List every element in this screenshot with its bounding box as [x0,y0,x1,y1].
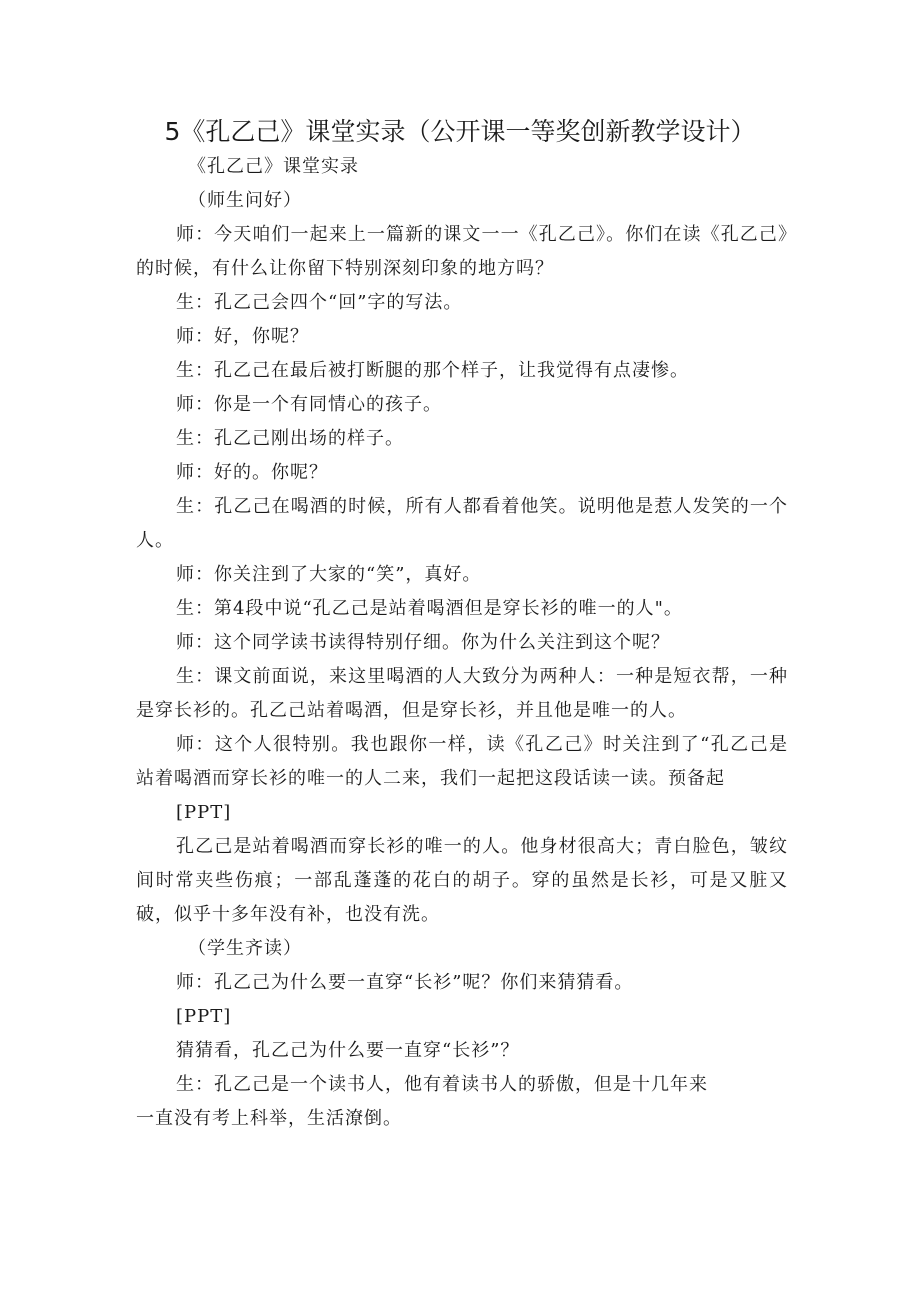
dialogue-paragraph: 师：好的。你呢？ [176,462,328,483]
stage-direction: （师生问好） [188,190,302,211]
dialogue-continuation: 一直没有考上科举，生活潦倒。 [136,1108,402,1129]
ppt-marker: [PPT] [176,1006,232,1027]
stage-direction: （学生齐读） [188,938,302,959]
dialogue-paragraph: 师：你是一个有同情心的孩子。 [176,394,442,415]
ppt-content: 猜猜看，孔乙己为什么要一直穿“长衫”？ [176,1040,520,1061]
dialogue-paragraph: 师：你关注到了大家的“笑”，真好。 [176,564,482,585]
dialogue-paragraph: 生：第4段中说“孔乙己是站着喝酒但是穿长衫的唯一的人"。 [176,598,683,619]
document-title: 5《孔乙己》课堂实录（公开课一等奖创新教学设计） [164,117,756,146]
dialogue-paragraph: 师：好，你呢？ [176,326,309,347]
dialogue-paragraph: 师：这个人很特别。我也跟你一样，读《孔乙己》时关注到了“孔乙己是站着喝酒而穿长衫的唯一的人二来，我们一起把这段话读一读。预备起 [136,734,788,789]
subtitle: 《孔乙己》课堂实录 [188,156,359,177]
dialogue-paragraph: 生：孔乙己刚出场的样子。 [176,428,404,449]
dialogue-paragraph: 生：孔乙己在最后被打断腿的那个样子，让我觉得有点凄惨。 [176,360,689,381]
dialogue-paragraph: 生：课文前面说，来这里喝酒的人大致分为两种人：一种是短衣帮，一种是穿长衫的。孔乙己站着喝酒，但是穿长衫，并且他是唯一的人。 [136,666,788,721]
dialogue-paragraph: 生：孔乙己会四个“回”字的写法。 [176,292,463,313]
dialogue-paragraph: 师：孔乙己为什么要一直穿“长衫”呢？你们来猜猜看。 [176,972,634,993]
dialogue-paragraph: 师：这个同学读书读得特别仔细。你为什么关注到这个呢？ [176,632,670,653]
ppt-marker: [PPT] [176,802,232,823]
document-body [136,150,788,1136]
dialogue-paragraph: 师：今天咱们一起来上一篇新的课文一一《孔乙己》。你们在读《孔乙己》的时候，有什么让你留下特别深刻印象的地方吗？ [136,224,788,279]
dialogue-paragraph: 生：孔乙己在喝酒的时候，所有人都看着他笑。说明他是惹人发笑的一个人。 [136,496,788,551]
ppt-content: 孔乙己是站着喝酒而穿长衫的唯一的人。他身材很高大；青白脸色，皱纹间时常夹些伤痕；一部乱蓬蓬的花白的胡子。穿的虽然是长衫，可是又脏又破，似乎十多年没有补，也没有洗。 [136,836,788,925]
dialogue-paragraph: 生：孔乙己是一个读书人，他有着读书人的骄傲，但是十几年来 [176,1074,708,1095]
